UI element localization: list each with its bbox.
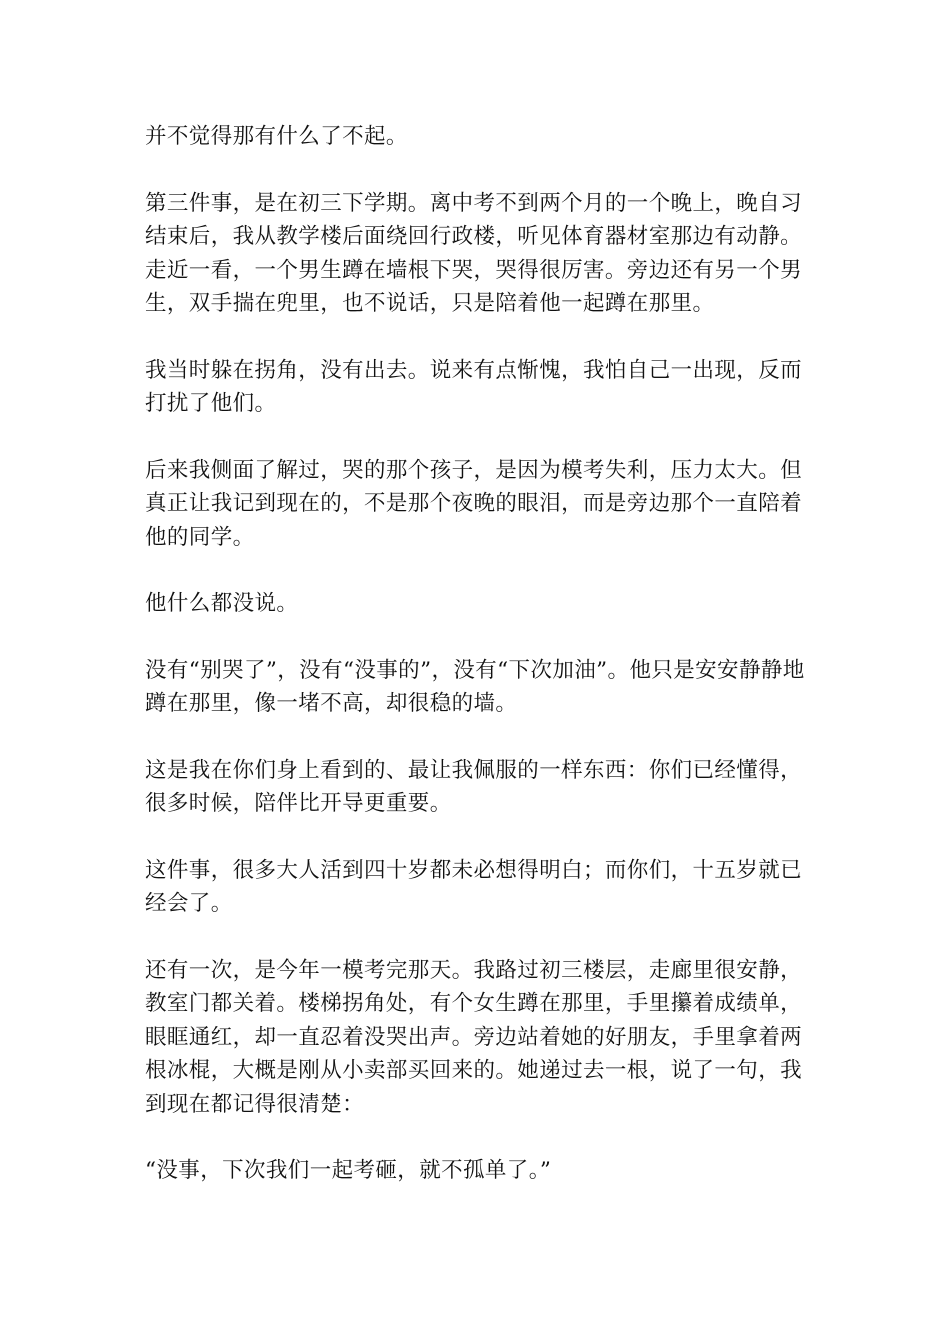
paragraph-9: 还有一次，是今年一模考完那天。我路过初三楼层，走廊里很安静，教室门都关着。楼梯拐角处，有个女生蹲在那里，手里攥着成绩单，眼眶通红，却一直忍着没哭出声。旁边站着她的好朋友，手里拿着两根冰棍，大概是刚从小卖部买回来的。她递过去一根，说了一句，我到现在都记得很清楚：	[145, 957, 803, 1117]
paragraph-4: 后来我侧面了解过，哭的那个孩子，是因为模考失利，压力太大。但真正让我记到现在的，不是那个夜晚的眼泪，而是旁边那个一直陪着他的同学。	[145, 457, 803, 550]
paragraph-6: 没有“别哭了”，没有“没事的”，没有“下次加油”。他只是安安静静地蹲在那里，像一堵不高，却很稳的墙。	[145, 657, 805, 716]
paragraph-3: 我当时躲在拐角，没有出去。说来有点惭愧，我怕自己一出现，反而打扰了他们。	[145, 357, 803, 416]
paragraph-8: 这件事，很多大人活到四十岁都未必想得明白；而你们，十五岁就已经会了。	[145, 857, 803, 916]
document-body	[145, 120, 805, 1221]
paragraph-2: 第三件事，是在初三下学期。离中考不到两个月的一个晚上，晚自习结束后，我从教学楼后面绕回行政楼，听见体育器材室那边有动静。走近一看，一个男生蹲在墙根下哭，哭得很厉害。旁边还有另一个男生，双手揣在兜里，也不说话，只是陪着他一起蹲在那里。	[145, 190, 803, 316]
paragraph-7: 这是我在你们身上看到的、最让我佩服的一样东西：你们已经懂得，很多时候，陪伴比开导更重要。	[145, 757, 803, 816]
paragraph-10: “没事，下次我们一起考砸，就不孤单了。”	[145, 1158, 552, 1183]
paragraph-1: 并不觉得那有什么了不起。	[145, 124, 408, 149]
paragraph-5: 他什么都没说。	[145, 591, 299, 616]
